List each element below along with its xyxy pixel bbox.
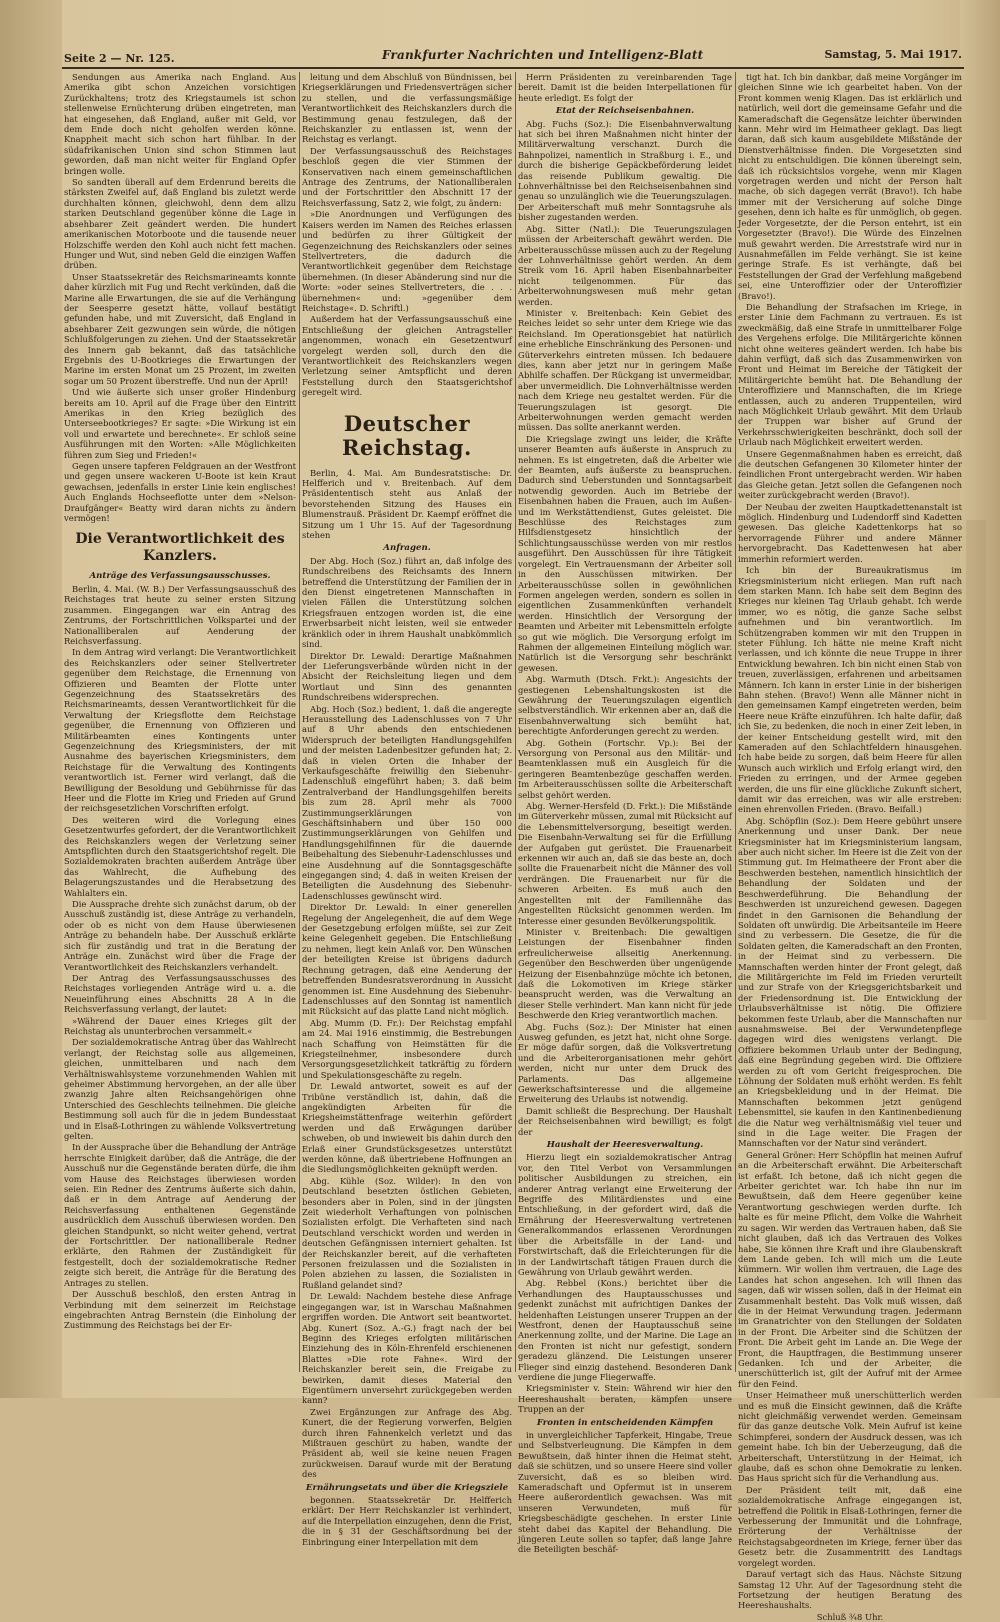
paragraph: Ich bin der Bureaukratismus im Kriegsministerium nicht erliegen. Man ruft nach dem starken Mann. Ich habe seit dem Beginn des Krieges nur kleinen Tag Urlaub gehabt. Ich werde immer, wo es nötig, die ganze Sache selbst aufnehmen und bin verantwortlich. Im Schützengraben kommen wir mit den Truppen in steter Fühlung. Ich hätte nie meine Kraft nicht verlassen, und ich könnte die neue Truppe in ihrer Entwicklung bewahren. Ich bin nicht einen Stab von treuen, zuverlässigen, erfahrenen und arbeitsamen Männern. Ich kann in erster Linie in der bisherigen Bahn stehen. (Bravo!) Wenn alle Männer nicht in den gemeinsamen Kampf eingetreten werden, beim Heere neue Kräfte einzuführen. Ich halte dafür, daß ich Sie, zu bedenken, die noch in einer Zeit leben, in der keiner Entscheidung gestellt wird, mit den Kameraden auf den Schlachtfeldern hinausgehen. Ich habe beide zu sorgen, daß beim Heere für allen Wunsch auch wirklich und Erfolg erlangt wird, den Frieden zu erringen, und der Armee gegeben werden, die uns für eine glückliche Zukunft sichert, damit wir das erreichen, was wir alle erstreben: einen ehrenvollen Frieden. (Bravo. Beifall.)	[738, 565, 962, 815]
paragraph: Abg. Sitter (Natl.): Die Teuerungszulagen müssen der Arbeiterschaft gewährt werden. Die Arbeiterausschüsse müssen auch zu der Regelung der Lohnverhältnisse gehört werden. An dem Streik vom 16. April haben Eisenbahnarbeiter nicht teilgenommen. Für das Arbeiterwohnungswesen muß mehr getan werden.	[518, 223, 732, 307]
paragraph: begonnen. Staatssekretär Dr. Helfferich erklärt: Der Herr Reichskanzler ist verhindert, auf die Interpellation einzugehen, denn die Frist, die in § 31 der Geschäftsordnung bei der Einbringung einer Interpellation mit dem	[302, 1495, 512, 1547]
paragraph: Abg. Fuchs (Soz.): Der Minister hat einen Ausweg gefunden, es jetzt hat, nicht ohne Sorge. Er möge dafür sorgen, daß die Volksvertretung und die Arbeiterorganisationen mehr gehört werden, nicht nur unter dem Druck des Parlaments. Das allgemeine Gewerkschaftsinteresse und die allgemeine Erweiterung des Urlaubs ist notwendig.	[518, 1021, 732, 1105]
column-3	[518, 72, 732, 1555]
paragraph: Berlin, 4. Mai. (W. B.) Der Verfassungsausschuß des Reichstages trat heute zu seiner ersten Sitzung zusammen. Eingegangen war ein Antrag des Zentrums, der Fortschrittlichen Volkspartei und der Nationalliberalen auf Aenderung der Reichsverfassung.	[64, 583, 296, 646]
paragraph: Unsere Gegenmaßnahmen haben es erreicht, daß die deutschen Gefangenen 30 Kilometer hinter der feindlichen Front untergebracht werden. Wir haben das Gleiche getan. Jetzt sollen die Gefangenen noch weiter zurückgebracht werden (Bravo!).	[738, 448, 962, 501]
paragraph: Der Neubau der zweiten Hauptkadettenanstalt ist möglich. Hindenburg und Ludendorff sind Kadetten gewesen. Das gleiche Kadettenkorps hat so hervorragende Führer und andere Männer hervorgebracht. Das Kadettenwesen hat aber immerhin reformiert werden.	[738, 501, 962, 564]
paragraph: Außerdem hat der Verfassungsausschuß eine Entschließung der gleichen Antragsteller angenommen, wonach ein Gesetzentwurf vorgelegt werden soll, durch den die Verantwortlichkeit des Reichskanzlers wegen Verletzung seiner Amtspflicht und deren Feststellung durch den Staatsgerichtshof geregelt wird.	[302, 314, 512, 398]
column-4	[738, 72, 962, 1622]
paragraph: Abg. Kühle (Soz. Wilder): In den von Deutschland besetzten östlichen Gebieten, besonders aber in Polen, sind in der jüngsten Zeit wiederholt Verhaftungen von polnischen Sozialisten erfolgt. Die Verhafteten sind nach Deutschland verschickt worden und werden in deutschen Gefängnissen interniert gehalten. Ist der Reichskanzler bereit, auf die verhafteten Personen freizulassen und die Sozialisten in Polen abziehen zu lassen, die Sozialisten in Rußland gelandet sind?	[302, 1175, 512, 1290]
paragraph: Abg. Schöpflin (Soz.): Dem Heere gebührt unsere Anerkennung und unser Dank. Der neue Kriegsminister hat im Kriegsministerium langsam, aber auch nicht sicher. Im Heere ist die Zeit von der Stimmung gut. Im Heimatheere der Front aber die Beschwerden bestehen, namentlich hinsichtlich der Behandlung der Soldaten und der Beschwerdeführung. Die Behandlung der Beschwerden ist unzureichend gewesen. Dagegen findet in den Garnisonen die Behandlung der Soldaten oft unwürdig. Die Arbeitsanteile im Heere sind zu verbessern. Die Gesetze, die für die Soldaten gelten, die Kameradschaft an den Fronten, in der Heimat sind zu verbessern. Die Mannschaften werden hinter der Front gelegt, daß die Militärgerichte im Feld im Frieden verurteilt und zur Strafe von der Kriegsgerichtsbarkeit und der Friedensordnung ist. Die Entwicklung der Urlaubsverhältnisse ist nötig. Die Offiziere bekommen feste Urlaub, aber die Mannschaften nur ausnahmsweise. Bei der Verwundetenpflege dagegen wird dies wenigstens verlangt. Die Offiziere bekommen Urlaub unter der Bedingung, daß eine Begründung gegeben wird. Die Offiziere werden zu oft vom Gericht freigesprochen. Die Löhnung der Soldaten muß erhöht werden. Es fehlt an Kriegsbekleidung und in der Heimat. Die Mannschaften bekommen jetzt genügend Lebensmittel, sie kaufen in den Kantinenbedienung die die Natur weg verhältnismäßig viel teuer und sind in die Lage weiter. Die Fragen der Mannschaften vor der Natur sind verändert.	[738, 815, 962, 1149]
paragraph: Der sozialdemokratische Antrag über das Wahlrecht verlangt, der Reichstag solle aus allgemeinen, gleichen, unmittelbaren und nach dem Verhältniswahlsysteme vorzunehmenden Wahlen mit geheimer Abstimmung hervorgehen, an der alle über zwanzig Jahre alten Reichsangehörigen ohne Unterschied des Geschlechts teilnehmen. Die gleiche Bestimmung soll auch für die in jedem Bundesstaat und in Elsaß-Lothringen zu wählende Volksvertretung gelten.	[64, 1037, 296, 1141]
paragraph: Unser Heimatheer muß unerschütterlich werden und es muß die Einsicht gewinnen, daß die Kräfte nicht gleichmäßig verwendet werden. Gemeinsam für das ganze deutsche Volk. Mein Aufruf ist keine Schimpferei, sondern der Ausdruck dessen, was ich gemeint habe. Ich bin der Ueberzeugung, daß die Arbeiterschaft, Unterstützung in der Heimat, ich glaube, daß es schon ohne Demokratie zu lenken. Das Haus spricht sich für die Verhandlung aus.	[738, 1390, 962, 1484]
paragraph: Sendungen aus Amerika nach England. Aus Amerika gibt schon Anzeichen vorsichtigen Zurückhaltens; trotz des Kriegstaumels ist schon stellenweise Ernüchterung drüben eingetreten, man hat eingesehen, daß England, außer mit Geld, vor dem Ende doch nicht geholfen werden könne. Knappheit macht sich schon hart fühlbar. In der südafrikanischen Union sind schon Stimmen laut geworden, daß man nicht weiter für England Opfer bringen wolle.	[64, 72, 296, 176]
paragraph: Der Abg. Hoch (Soz.) führt an, daß infolge des Rundschreibens des Reichsamts des Innern betreffend die Unterstützung der Familien der in den Dienst eingetretenen Mannschaften in vielen Fällen die Unterstützung solchen Kriegsfrauen entzogen worden ist, die eine Erwerbsarbeit nicht leisten, weil sie entweder kränklich oder in ihrem Haushalt unabkömmlich sind.	[302, 555, 512, 650]
paper-wear-mark	[966, 520, 986, 1020]
paragraph: Die Aussprache drehte sich zunächst darum, ob der Ausschuß zuständig ist, diese Anträge zu verhandeln, oder ob es nicht von dem Hause überwiesenen Anträge zu behandeln habe. Der Ausschuß erklärte sich für zuständig und trat in die Beratung der Anträge ein. Zunächst wird über die Frage der Verantwortlichkeit des Reichskanzlers verhandelt.	[64, 899, 296, 972]
newspaper-title: Frankfurter Nachrichten und Intelligenz-Blatt	[382, 48, 704, 62]
paragraph: So sandten überall auf dem Erdenrund bereits die stärksten Zweifel auf, daß England bis zuletzt werde durchhalten können, gleichwohl, denn dem allzu starken Deutschland gegenüber könne die Lage in absehbarer Zeit geändert werden. Die hundert amerikanischen Motorboote und die tausende neuer Holzschiffe werden den Kohl auch nicht fett machen. Hunger und Wut, sind neben Geld die einzigen Waffen drüben.	[64, 177, 296, 271]
masthead	[62, 46, 964, 66]
paragraph: Der Präsident teilt mit, daß eine sozialdemokratische Anfrage eingegangen ist, betreffend die Politik in Elsaß-Lothringen, ferner die Verbesserung der Immunität und die Lohnfrage, Erörterung der Verhältnisse der Reichstagsabgeordneten im Kriege, ferner über das Gesetz betr. die Zusammentritt des Landtags vorgelegt worden.	[738, 1484, 962, 1568]
paragraph: Abg. Gothein (Fortschr. Vp.): Bei der Versorgung von Personal aus den Militär- und Beamtenklassen muß ein Ausgleich für die geringeren Beamtenbezüge geschaffen werden. Im Arbeiterausschüssen sollte die Arbeiterschaft selbst gehört werden.	[518, 737, 732, 800]
article-subheadline: Anträge des Verfassungsausschusses.	[89, 571, 271, 582]
paragraph: in unvergleichlicher Tapferkeit, Hingabe, Treue und Selbstverleugnung. Die Kämpfen in dem Bewußtsein, daß hinter ihnen die Heimat steht, daß sie schützen, und so unsere Heere sind voller Zuversicht, daß es so bleiben wird. Kameradschaft und Opfermut ist in unserem Heere außerordentlich gewachsen. Was mit unseren Verwundeten, muß für Kriegsbeschädigte geschehen. In erster Linie steht dabei das Kapitel der Behandlung. Die jüngeren Leute sollen so tapfer, daß lange Jahre die Beteiligten beschäf-	[518, 1430, 732, 1555]
paragraph: Damit schließt die Besprechung. Der Haushalt der Reichseisenbahnen wird bewilligt; es folgt der	[518, 1105, 732, 1137]
column-2	[302, 72, 512, 1547]
paragraph: Dr. Lewald antwortet, soweit es auf der Tribüne verständlich ist, dahin, daß die angekündigten Arbeiten für die Kriegsheimstättenfrage weiterhin gefördert werden und daß Erwägungen darüber schweben, ob und inwieweit bis dahin durch den Erlaß einer Grundstücksgesetzes unterstützt werden könne, daß übertriebene Hoffnungen an die Siedlungsmöglichkeiten geknüpft werden.	[302, 1081, 512, 1175]
paragraph: Die Kriegslage zwingt uns leider, die Kräfte unserer Beamten aufs äußerste in Anspruch zu nehmen. Es ist eingetreten, daß die Arbeiter wie der Beamten, aufs äußerste zu beanspruchen. Dadurch sind Ueberstunden und Sonntagsarbeit notwendig geworden. Auch im Betriebe der Eisenbahnen haben die Frauen, auch im Außen- und im Werkstättendienst, Gutes geleistet. Die Beschlüsse des Reichstages zum Hilfsdienstgesetz hinsichtlich der Schlichtungsausschüsse werden von mir restlos ausgeführt. Den Ausschüssen für ihre Tätigkeit vorgelegt. Ein Vertrauensmann der Arbeiter soll in den Ausschüssen mitwirken. Der Arbeiterausschüsse sollen in gewöhnlichen Formen angelegen werden, sondern es sollen in eigentlichen Zusammenkünften verhandelt werden. Hinsichtlich der Versorgung der Beamten und Arbeiter mit Lebensmitteln erfolgte so gut wie möglich. Die Versorgung erfolgt im Rahmen der allgemeinen Einteilung möglich war. Natürlich ist die Versorgung sehr beschränkt gewesen.	[518, 433, 732, 673]
issue-date: Samstag, 5. Mai 1917.	[824, 48, 962, 61]
paragraph: Herrn Präsidenten zu vereinbarenden Tage bereit. Damit ist die beiden Interpellationen für heute erledigt. Es folgt der	[518, 72, 732, 103]
paragraph: Der Verfassungsausschuß des Reichstages beschloß gegen die vier Stimmen der Konservativen nach einem gemeinschaftlichen Antrage des Zentrums, der Nationalliberalen und der Fortschrittler den Abschnitt 17 der Reichsverfassung, Satz 2, wie folgt, zu ändern:	[302, 145, 512, 208]
paragraph: Dr. Lewald: Nachdem bestehe diese Anfrage eingegangen war, ist in Warschau Maßnahmen ergriffen worden. Die Antwort seit beantwortet. Abg. Kunert (Soz. A.-G.) fragt nach der bei Beginn des Krieges erfolgten militärischen Einziehung des in Köln-Ehrenfeld erschienenen Blattes »Die rote Fahne«. Wird der Reichskanzler bereit sein, die Freigabe zu bewirken, damit dieses Material den Eigentümern unversehrt zurückgegeben werden kann?	[302, 1291, 512, 1406]
paragraph: In der Aussprache über die Behandlung der Anträge herrschte Einigkeit darüber, daß die Anträge, die der Ausschuß nur die Gegenstände beraten dürfe, die ihm vom Hause des Reichstages überwiesen worden seien. Ein Redner des Zentrums äußerte sich dahin, daß er in dem Antrage auf Aenderung der Reichsverfassung enthaltenen Gegenstände ausdrücklich dem Ausschuß überwiesen worden. Den gleichen Standpunkt, so nicht weiter gehend, vertrat der Fortschrittler. Der nationalliberale Redner erklärte, den Rahmen der Zuständigkeit für festgestellt, doch der sozialdemokratische Redner zeigte sich bereit, die Anträge für die Beratung des Antrages zu stellen.	[64, 1142, 296, 1288]
page-number: Seite 2 — Nr. 125.	[64, 52, 175, 65]
paragraph: Abg. Mumm (D. Fr.): Der Reichstag empfahl am 24. Mai 1916 einstimmig, die Bestrebungen nach Schaffung von Heimstätten für die Kriegsteilnehmer, insbesondere durch Versorgungsgesetzlichkeit tatkräftig zu fördern und Spekulationsgeschäfte zu regeln.	[302, 1017, 512, 1080]
paragraph: Des weiteren wird die Vorlegung eines Gesetzentwurfes gefordert, der die Verantwortlichkeit des Reichskanzlers wegen der Verletzung seiner Amtspflichten durch den Staatsgerichtshof regelt. Die Sozialdemokraten brachten außerdem Anträge über das Wahlrecht, die Aufhebung des Belagerungszustandes und die Herabsetzung des Wahlalters ein.	[64, 814, 296, 898]
paragraph: leitung und dem Abschluß von Bündnissen, bei Kriegserklärungen und Friedensverträgen sicher zu stellen, und die verfassungsmäßige Verantwortlichkeit des Reichskanzlers durch die Bestimmung genau festzulegen, daß der Reichskanzler zu entlassen ist, wenn der Reichstag es verlangt.	[302, 72, 512, 145]
paragraph: Der Ausschuß beschloß, den ersten Antrag in Verbindung mit dem seinerzeit im Reichstage eingebrachten Antrag Bernstein (die Einholung der Zustimmung des Reichstags bei der Er-	[64, 1289, 296, 1331]
subsection-heading: Haushalt der Heeresverwaltung.	[546, 1140, 704, 1151]
page-fold-left	[0, 0, 62, 1398]
subsection-heading: Fronten in entscheidenden Kämpfen	[536, 1417, 714, 1428]
paragraph: Hierzu liegt ein sozialdemokratischer Antrag vor, den Titel Verbot von Versammlungen politischer Ausbildungen zu streichen, ein anderer Antrag verlangt eine Erweiterung der Begriffe des Militärdienstes und eine Entschließung, in der gefordert wird, daß die Ernährung der Heeresverwaltung vertretenen Generalkommandos erlassenen Verordnungen über die Arbeitsfälle in der Land- und Forstwirtschaft, daß die Erleichterungen für die in der Landwirtschaft tätigen Frauen durch die Gewährung von Urlaub gewährt werden.	[518, 1152, 732, 1277]
subsection-heading: Ernährungsetats und über die Kriegsziele	[305, 1482, 509, 1493]
paragraph: Der Antrag des Verfassungsausschusses des Reichstages vorliegenden Anträge wird u. a. die Neueinführung eines Abschnitts 28 A in die Reichsverfassung verlangt, der lautet:	[64, 972, 296, 1015]
paragraph: Gegen unsere tapferen Feldgrauen an der Westfront und gegen unsere wackeren U-Boote ist kein Kraut gewachsen, jedenfalls in erster Linie kein englisches! Auch Englands Hochseeflotte unter dem »Nelson-Draufgänger« Beatty wird daran nichts zu ändern vermögen!	[64, 461, 296, 524]
paragraph: Und wie äußerte sich unser großer Hindenburg bereits am 10. April auf die Frage über den Eintritt Amerikas in den Krieg bezüglich des Unterseebootkrieges? Er sagte: »Die Wirkung ist ein voll und erwartete und berechnete«. Er schloß seine Ausführungen mit den Worten: »Alle Möglichkeiten führen zum Sieg und Frieden!«	[64, 387, 296, 460]
column-separator	[299, 72, 300, 1372]
paragraph: Zwei Ergänzungen zur Anfrage des Abg. Kunert, die der Regierung vorwerfen, Belgien durch ihren Fahnenkelch verletzt und das Mißtrauen geschürt zu haben, wandte der Präsident ab, weil sie keine neuen Fragen zurückweisen. Darauf wurde mit der Beratung des	[302, 1406, 512, 1480]
paragraph: Minister v. Breitenbach: Kein Gebiet des Reiches leidet so sehr unter dem Kriege wie das Reichsland. Im Operationsgebiet hat natürlich eine erhebliche Einschränkung des Personen- und Güterverkehrs eintreten müssen. Ich bedauere dies, kann aber jetzt nur in geringem Maße Abhilfe schaffen. Der Rückgang ist unvermeidbar, aber unvermeidlich. Die Lohnverhältnisse werden nach dem Kriege neu gestaltet werden. Für die Teuerungszulagen ist gesorgt. Die Arbeiterwohnungen werden gemacht werden müssen. Das sollte anerkannt werden.	[518, 307, 732, 433]
paragraph: »Die Anordnungen und Verfügungen des Kaisers werden im Namen des Reiches erlassen und bedürfen zu ihrer Gültigkeit der Gegenzeichnung des Reichskanzlers oder seines Stellvertreters, die dadurch die Verantwortlichkeit gegenüber dem Reichstage übernehmen. (In dieser Abänderung sind nur die Worte: »oder seines Stellvertreters, die . . . übernehmen« und: »gegenüber dem Reichstage«. D. Schriftl.)	[302, 209, 512, 313]
paragraph: Abg. Fuchs (Soz.): Die Eisenbahnverwaltung hat sich bei ihren Maßnahmen nicht hinter der Militärverwaltung verschanzt. Durch die Bahnpolizei, namentlich in Straßburg i. E., und durch die bisherige Gepäckbeförderung leidet das reisende Publikum gewaltig. Die Lohnverhältnisse bei den Reichseisenbahnen sind genau so unzulänglich wie die Teuerungszulagen. Der Arbeiterschaft muß mehr Sonntagsruhe als bisher zugestanden werden.	[518, 118, 732, 223]
masthead-rule	[62, 67, 964, 69]
quote: »Während der Dauer eines Krieges gilt der Reichstag als ununterbrochen versammelt.«	[64, 1015, 296, 1036]
paragraph: Darauf vertagt sich das Haus. Nächste Sitzung Samstag 12 Uhr. Auf der Tagesordnung steht die Fortsetzung der heutigen Beratung des Heereshaushalts.	[738, 1569, 962, 1611]
paragraph: tigt hat. Ich bin dankbar, daß meine Vorgänger im gleichen Sinne wie ich gearbeitet haben. Von der Front kommen wenig Klagen. Das ist erklärlich und natürlich, weil dort die gemeinsame Gefahr und die Kameradschaft die Gegensätze leichter überwinden kann. Mehr wird im Heimatheer geklagt. Das liegt daran, daß sich kaum ausgebildete Mißstände der Dienstverhältnisse finden. Die Vorgesetzten sind nicht zu entschuldigen. Die können übereingt sein, daß ich rücksichtslos vorgehe, wenn mir Klagen vorgetragen werden und nicht der Person halt mache, ob sich dagegen verrät (Bravo!). Ich habe immer mit der Versicherung auf solche Dinge gesehen, denn ich halte es für unmöglich, ob gegen. Jeder Vorgesetzte, der die Person entehrt, ist ein Vorgesetzter (Bravo!). Die Würde des Einzelnen muß gewahrt werden. Die Arreststrafe wird nur in Ausnahmefällen im Felde verhängt. Sie ist keine geringe Strafe. Es ist verhängte, daß bei Feststellungen der Grad der Verfehlung maßgebend sei, eine Unteroffizier oder der Unteroffizier (Bravo!).	[738, 72, 962, 301]
paragraph: Direktor Dr. Lewald: Derartige Maßnahmen der Lieferungsverbände würden nicht in der Absicht der Reichsleitung liegen und dem Wortlaut und Sinn des genannten Rundschreibens widersprechen.	[302, 650, 512, 703]
paragraph: In dem Antrag wird verlangt: Die Verantwortlichkeit des Reichskanzlers oder seiner Stellvertreter gegenüber dem Reichstage, die Ernennung von Offizieren und Beamten der Flotte unter Gegenzeichnung des Staatssekretärs des Reichsmarineamts, dessen Verantwortlichkeit für die Verwaltung der Kriegsflotte dem Reichstage gegenüber, die Ernennung von Offizieren und Militärbeamten eines Kontingents unter Gegenzeichnung des Kriegsministers, der mit Ausnahme des bayerischen Kriegsministers, dem Reichstage für die Verwaltung des Kontingents verantwortlich ist. Ferner wird verlangt, daß die Bewilligung der Besoldung und Gebührnisse für das Heer und die Flotte im Krieg und Frieden auf Grund der reichsgesetzlichen Vorschriften erfolgt.	[64, 647, 296, 814]
closing-line: Schluß ¾8 Uhr.	[816, 1611, 884, 1622]
paragraph: Abg. Hoch (Soz.) bedient, 1. daß die angeregte Herausstellung des Ladenschlusses von 7 Uhr auf 8 Uhr abends den entschiedenen Widerspruch der beteiligten Handlungsgehilfen und der meisten Ladenbesitzer gefunden hat; 2. daß in vielen Orten die Inhaber der Verkaufsgeschäfte freiwillig den Siebenuhr-Ladenschluß eingeführt haben; 3. daß beim Zentralverband der Handlungsgehilfen bereits bis zum 28. April mehr als 7000 Zustimmungserklärungen von Geschäftsinhabern und über 150 000 Zustimmungserklärungen von Gehilfen und Handlungsgehilfinnen für die dauernde Beibehaltung des Siebenuhr-Ladenschlusses und eine Ausdehnung auf die Sonntagsgeschäfte eingegangen sind; 4. daß in weiten Kreisen der Beteiligten die Ausdehnung des Siebenuhr-Ladenschlusses gewünscht wird.	[302, 703, 512, 901]
paragraph: Kriegsminister v. Stein: Während wir hier den Heereshaushalt beraten, kämpfen unsere Truppen an der	[518, 1383, 732, 1415]
paragraph: Abg. Warmuth (Dtsch. Frkt.): Angesichts der gestiegenen Lebenshaltungskosten ist die Gewährung der Teuerungszulagen eigentlich selbstverständlich. Wir erkennen aber an, daß die Eisenbahnverwaltung sich bemüht hat, berechtigte Anforderungen gerecht zu werden.	[518, 674, 732, 737]
paragraph: Berlin, 4. Mai. Am Bundesratstische: Dr. Helfferich und v. Breitenbach. Auf dem Präsidententisch steht aus Anlaß der bevorstehenden Sitzung des Hauses ein Blumenstrauß. Präsident Dr. Kaempf eröffnet die Sitzung um 1 Uhr 15. Auf der Tagesordnung stehen	[302, 467, 512, 541]
paragraph: Unser Staatssekretär des Reichsmarineamts konnte daher kürzlich mit Fug und Recht verkünden, daß die Marine alle Erwartungen, die sie auf die Verhängung der Seesperre gesetzt hätte, vollauf bestätigt gefunden habe, und mit Zuversicht, daß England in absehbarer Zeit gezwungen sein würde, die nötigen Schlußfolgerungen zu ziehen. Und der Staatssekretär des Innern gab bekannt, daß das tatsächliche Ergebnis des U-Bootkrieges die Erwartungen der Marine im ersten Monat um 25 Prozent, im zweiten sogar um 50 Prozent überstreffe. Und nun der April!	[64, 271, 296, 386]
paragraph: Abg. Werner-Hersfeld (D. Frkt.): Die Mißstände im Güterverkehr müssen, zumal mit Rücksicht auf die Lebensmittelversorgung, beseitigt werden. Die Eisenbahn-Verwaltung sei für die Erfüllung der Aufgaben gut gerüstet. Die Frauenarbeit erkennen wir auch an, daß sie das beste an, doch sollte die Frauenarbeit nicht die Männer des voll verdrängen. Die Frauenarbeit nur für die schweren Arbeiten. Es muß auch den Angestellten mit der Familiennähe das Angestellten Rücksicht genommen werden. Im Interesse einer gesunden Bevölkerungspolitik.	[518, 801, 732, 926]
section-headline: Deutscher Reichstag.	[342, 410, 472, 460]
subsection-heading: Etat der Reichseisenbahnen.	[555, 106, 695, 117]
article-headline: Die Verantwortlichkeit des Kanzlers.	[75, 531, 285, 565]
paragraph: General Gröner: Herr Schöpflin hat meinen Aufruf an die Arbeiterschaft erwähnt. Die Arbeiterschaft ist erfaßt. Ich betone, daß ich nicht gegen die Arbeiter gerichtet war. Ich habe ihn nur im Bewußtsein, daß dem Heere gegenüber keine Verantwortung geschwiegen werden durfte. Ich halte es für meine Pflicht, dem Volke die Wahrheit zu sagen. Wir werden das Vertrauen haben, daß Sie nicht glauben, daß ich das Vertrauen des Volkes habe, Sie können ihre Kraft und ihre Glaubenskraft dem Lande geben. Ich will mich um die Leute kümmern. Wir wollen ihm vertrauen, die Lage des Landes hat schon angesehen. Ich will Ihnen das sagen, daß wir wissen sollen, daß in der Heimat ein Zusammenhalt besteht. Das Volk muß wissen, daß die in der Heimat Verwundung tragen. Jedermann im Granatrichter von den Stellungen der Soldaten in der Front. Die Arbeiter sind die Schützen der Front. Die Arbeit geht im Lande an. Die Wege der Front, die Hauptfragen, die Bestimmung unserer Gedanken. Ich und der Arbeiter, die unerschütterlich ist, gilt der Aufruf mit der Armee für den Feind.	[738, 1149, 962, 1389]
paragraph: Abg. Rebbel (Kons.) berichtet über die Verhandlungen des Hauptausschusses und gedenkt zunächst mit aufrichtigen Dankes der heldenhaften Leistungen unserer Truppen an der Westfront, denen der Hauptausschuß seine Anerkennung zollte, und der Marine. Die Lage an den Fronten ist nicht nur gefestigt, sondern geradezu glänzend. Die Leistungen unserer Flieger sind einzig dastehend. Besonderen Dank verdiene die junge Fliegerwaffe.	[518, 1278, 732, 1382]
column-separator	[515, 72, 516, 1372]
paragraph: Minister v. Breitenbach: Die gewaltigen Leistungen der Eisenbahner finden erfreulicherweise allseitig Anerkennung. Gegenüber den Beschwerden über ungenügende Heizung der Eisenbahnzüge möchte ich betonen, daß die Lokomotiven im Kriege stärker beansprucht werden, was die Verwaltung an dieser Stelle verhindert. Man kann nicht für jede Beschwerde den Krieg verantwortlich machen.	[518, 926, 732, 1021]
subsection-heading: Anfragen.	[383, 543, 431, 554]
paragraph: Direktor Dr. Lewald: In einer generellen Regelung der Angelegenheit, die auf dem Wege der Gesetzgebung erfolgen müßte, sei zur Zeit keine Gelegenheit gegeben. Die Entschließung zu nehmen, liegt kein Anlaß vor. Den Wünschen der beteiligten Kreise ist übrigens dadurch Rechnung getragen, daß eine Aenderung der betreffenden Bundesratsverordnung in Aussicht genommen ist. Eine Ausdehnung des Siebenuhr-Ladenschlusses auf den Sonntag ist namentlich mit Rücksicht auf das platte Land nicht möglich.	[302, 902, 512, 1017]
column-separator	[735, 72, 736, 1372]
paragraph: Die Behandlung der Strafsachen im Kriege, in erster Linie dem Fachmann zu vertrauen. Es ist zweckmäßig, daß eine Strafe in unmittelbarer Folge des Vergehens erfolge. Die Militärgerichte können nicht ohne weiteres geändert werden. Ich habe bis dahin verfügt, daß sich das Zusammenwirken von Front und Heimat im Bereiche der Tätigkeit der Militärgerichte bemüht hat. Die Behandlung der Unteroffiziere und Mannschaften, die im Kriege entlassen, auch zu anderen Truppenteilen, wird nach Möglichkeit Urlaub gewährt. Mit dem Urlaub der Truppen war bisher auf Grund der Verkehrsschwierigkeiten beschränkt, doch soll der Urlaub nach Möglichkeit erweitert werden.	[738, 301, 962, 448]
column-1	[64, 72, 296, 1372]
